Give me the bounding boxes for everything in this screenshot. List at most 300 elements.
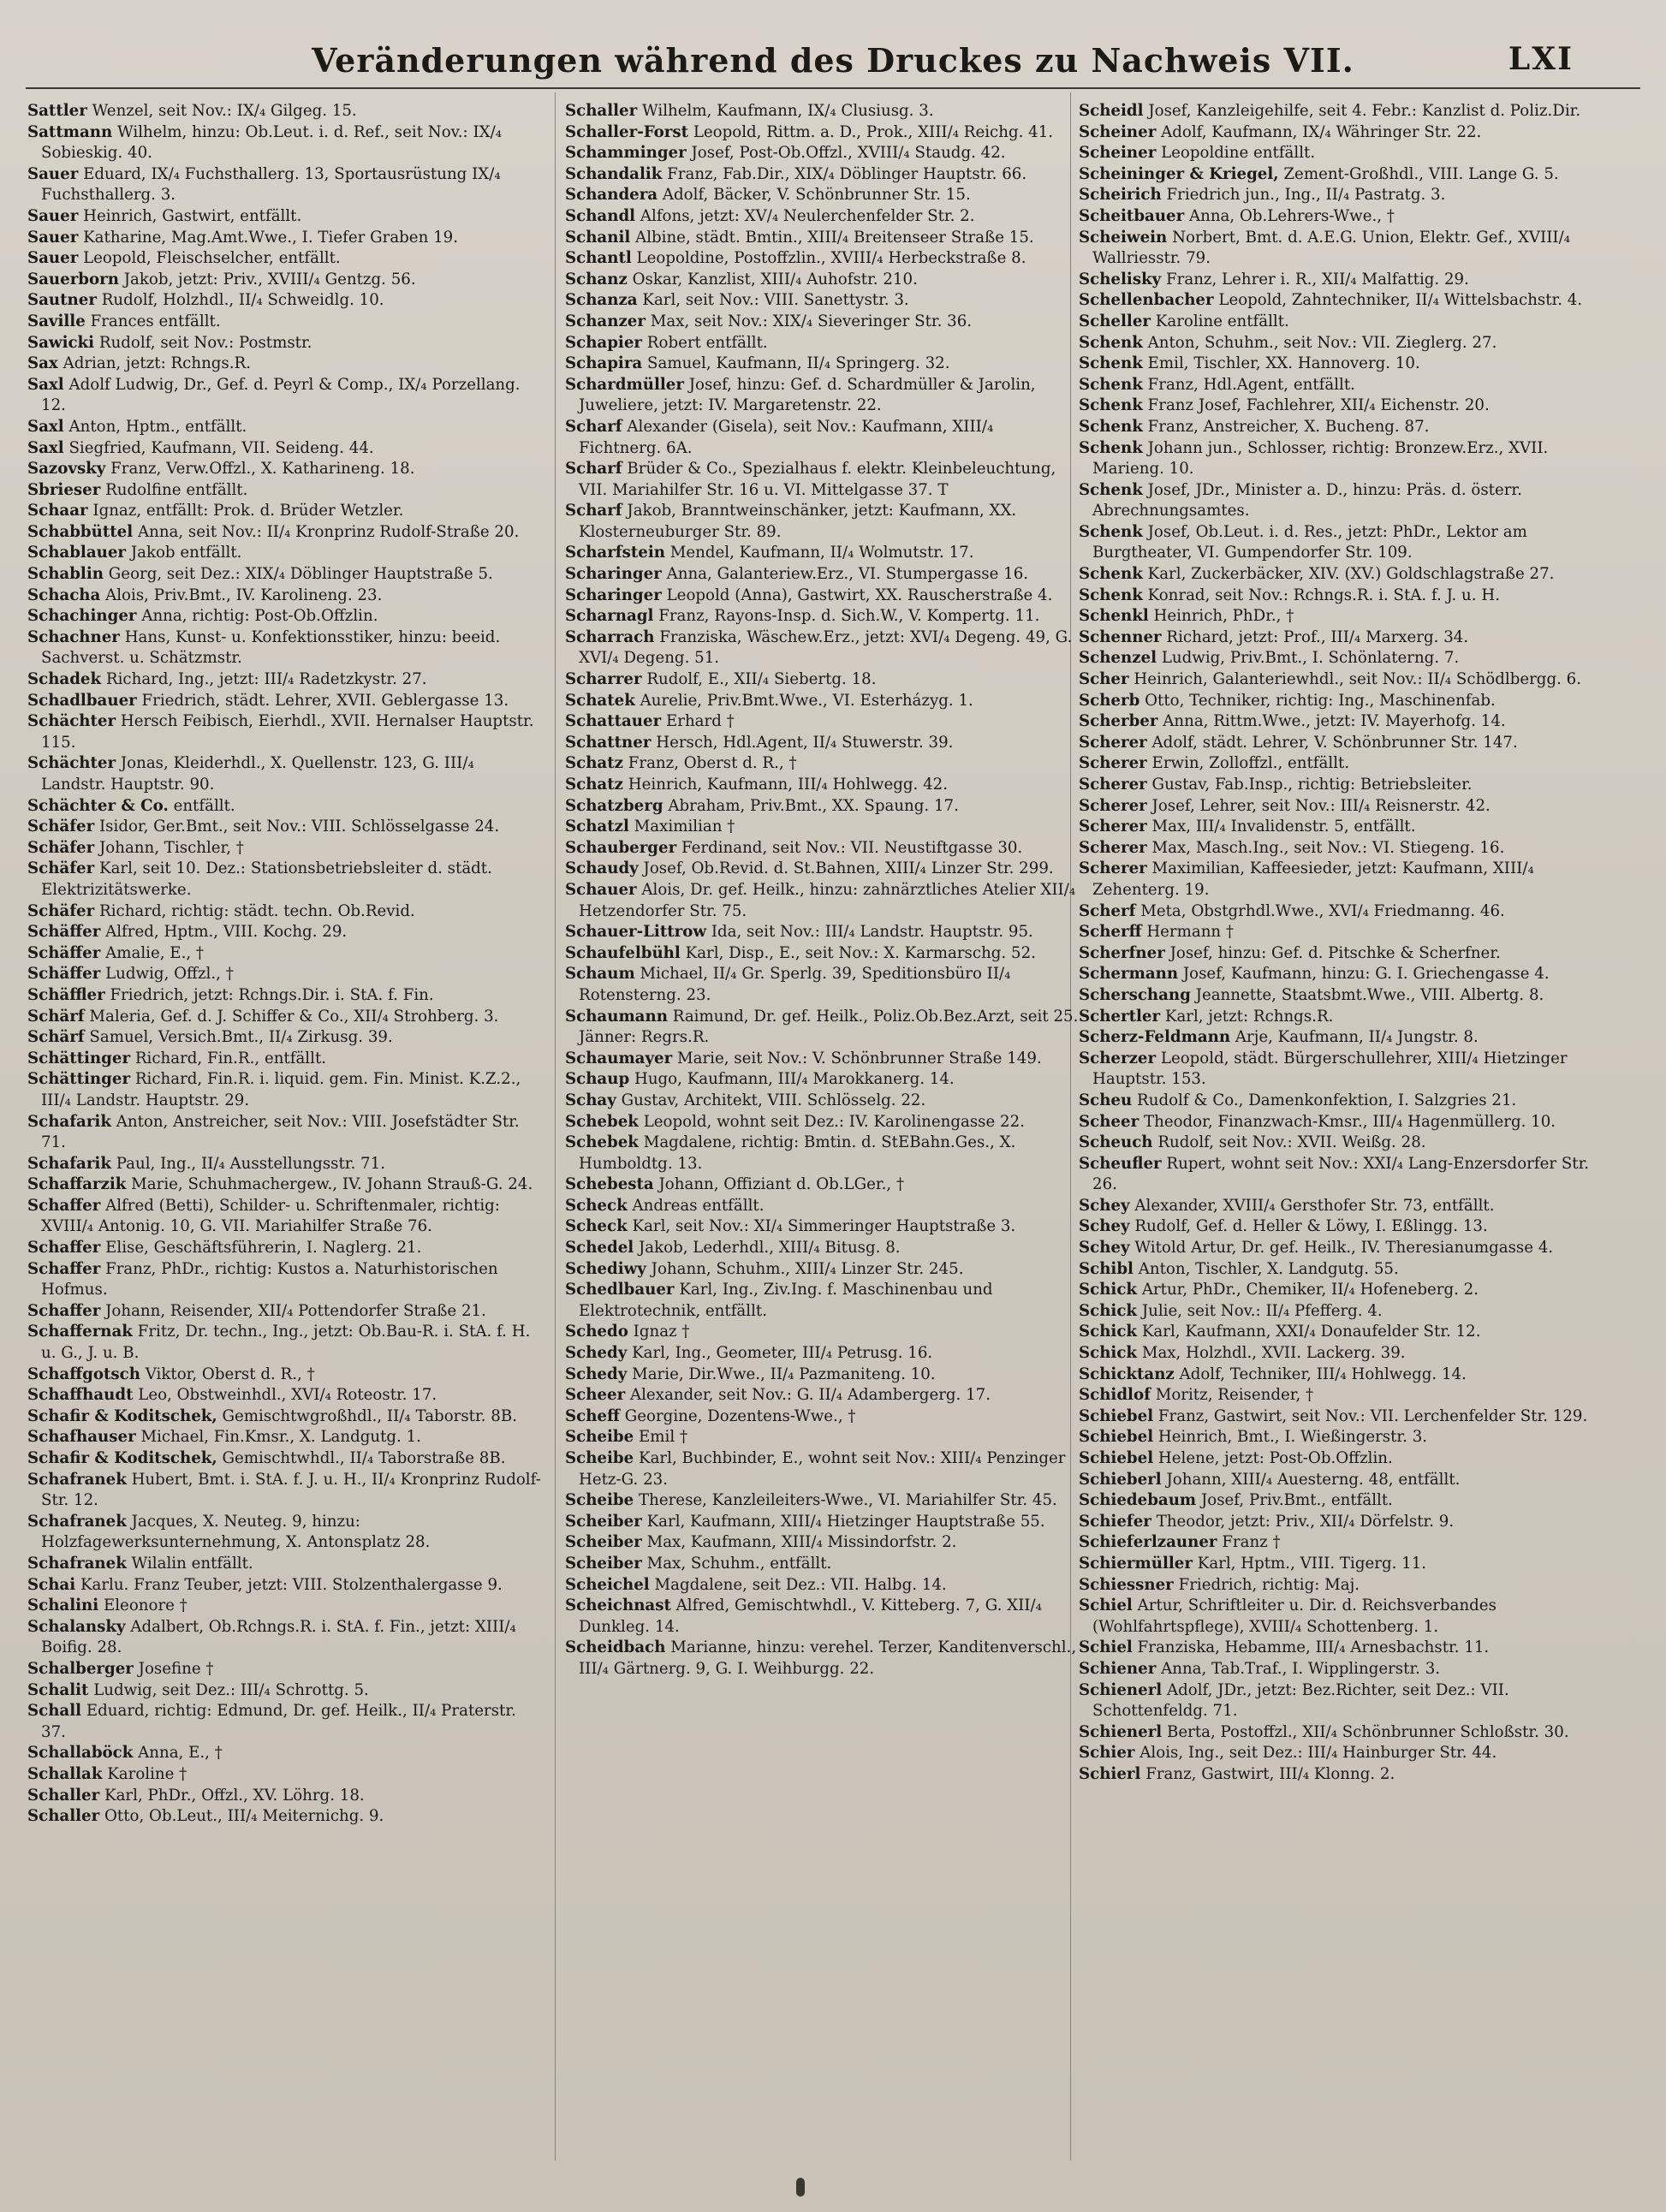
entry-text: Anna, Rittm.Wwe., jetzt: IV. Mayerhofg. 14. xyxy=(1163,712,1506,731)
directory-entry xyxy=(27,480,541,502)
entry-text: Anton, Tischler, X. Landgutg. 55. xyxy=(1138,1259,1399,1278)
directory-entry xyxy=(27,417,541,438)
directory-entry xyxy=(1079,1091,1592,1112)
entry-text: Norbert, Bmt. d. A.E.G. Union, Elektr. Gef., XVIII/₄ Wallriesstr. 79. xyxy=(1092,228,1571,268)
directory-entry xyxy=(565,101,1079,122)
directory-entry xyxy=(1079,1133,1592,1154)
entry-text: Eduard, richtig: Edmund, Dr. gef. Heilk., II/₄ Praterstr. 37. xyxy=(41,1702,516,1741)
entry-name: Schellenbacher xyxy=(1079,291,1214,310)
entry-text: Johann, Schuhm., XIII/₄ Linzer Str. 245. xyxy=(651,1259,964,1278)
entry-text: Friedrich, richtig: Maj. xyxy=(1178,1575,1360,1594)
entry-name: Scher xyxy=(1079,670,1129,689)
entry-name: Schay xyxy=(565,1091,616,1109)
page-title: Veränderungen während des Druckes zu Nachweis VII. xyxy=(312,41,1354,80)
directory-entry xyxy=(1079,1743,1592,1764)
directory-entry xyxy=(565,627,1079,669)
entry-name: Schediwy xyxy=(565,1259,646,1278)
directory-entry xyxy=(1079,564,1592,586)
entry-name: Scheiner xyxy=(1079,144,1157,163)
column-divider-1 xyxy=(555,92,556,2161)
entry-name: Schedo xyxy=(565,1323,628,1341)
entry-name: Schaffarzik xyxy=(27,1175,127,1194)
entry-text: Hugo, Kaufmann, III/₄ Marokkanerg. 14. xyxy=(634,1070,955,1089)
entry-name: Schatz xyxy=(565,754,623,773)
directory-entry xyxy=(565,375,1079,417)
directory-entry xyxy=(27,270,541,291)
directory-entry xyxy=(27,922,541,943)
directory-entry xyxy=(565,1448,1079,1490)
entry-text: Gemischtwhdl., II/₄ Taborstraße 8B. xyxy=(222,1449,506,1467)
entry-name: Schiermüller xyxy=(1079,1554,1193,1573)
entry-text: Karl, seit 10. Dez.: Stationsbetriebsleiter d. städt. Elektrizitätswerke. xyxy=(41,859,492,899)
directory-entry xyxy=(27,228,541,249)
directory-entry xyxy=(1079,1216,1592,1238)
entry-name: Schärf xyxy=(27,1028,85,1047)
entry-text: Adolf, Techniker, III/₄ Hohlwegg. 14. xyxy=(1179,1365,1467,1383)
entry-name: Schey xyxy=(1079,1239,1130,1258)
entry-name: Schaffer xyxy=(27,1196,101,1215)
directory-entry xyxy=(27,122,541,164)
directory-entry xyxy=(27,1617,541,1659)
directory-entry xyxy=(565,459,1079,501)
directory-entry xyxy=(1079,1196,1592,1217)
entry-name: Scheer xyxy=(1079,1112,1139,1131)
entry-text: Hersch, Hdl.Agent, II/₄ Stuwerstr. 39. xyxy=(656,733,954,752)
directory-entry xyxy=(565,669,1079,691)
entry-text: Richard, Fin.R., entfällt. xyxy=(134,1049,327,1067)
directory-entry xyxy=(1079,1575,1592,1597)
entry-name: Schadlbauer xyxy=(27,691,137,710)
directory-entry xyxy=(27,1154,541,1175)
directory-entry xyxy=(1079,838,1592,859)
entry-name: Schapira xyxy=(565,354,643,373)
directory-entry xyxy=(27,838,541,859)
entry-text: Alexander (Gisela), seit Nov.: Kaufmann, XIII/₄ Fichtnerg. 6A. xyxy=(579,417,994,457)
column-2 xyxy=(565,101,1079,1680)
directory-entry xyxy=(27,290,541,312)
entry-name: Scheck xyxy=(565,1217,628,1236)
directory-entry xyxy=(27,1806,541,1828)
entry-name: Scheininger & Kriegel, xyxy=(1079,164,1279,183)
entry-text: Artur, PhDr., Chemiker, II/₄ Hofeneberg. 2. xyxy=(1141,1281,1479,1299)
directory-entry xyxy=(1079,964,1592,985)
directory-entry xyxy=(565,164,1079,186)
directory-entry xyxy=(1079,711,1592,733)
directory-entry xyxy=(565,1069,1079,1091)
entry-name: Schalit xyxy=(27,1680,89,1699)
entry-text: Richard, richtig: städt. techn. Ob.Revid. xyxy=(99,901,415,920)
directory-entry xyxy=(27,1427,541,1448)
directory-entry xyxy=(1079,985,1592,1007)
directory-entry xyxy=(565,1280,1079,1322)
directory-entry xyxy=(565,1365,1079,1386)
entry-name: Schanil xyxy=(565,228,631,247)
entry-text: Johann, Tischler, † xyxy=(99,838,244,857)
directory-entry xyxy=(27,1448,541,1470)
directory-entry xyxy=(1079,1238,1592,1259)
entry-text: Magdalene, richtig: Bmtin. d. StEBahn.Ges., X. Humboldtg. 13. xyxy=(579,1133,1016,1173)
entry-text: Max, Holzhdl., XVII. Lackerg. 39. xyxy=(1141,1344,1406,1363)
entry-text: Marie, seit Nov.: V. Schönbrunner Straße 149. xyxy=(677,1049,1042,1067)
directory-entry xyxy=(27,564,541,586)
directory-entry xyxy=(1079,943,1592,965)
entry-text: Franziska, Wäschew.Erz., jetzt: XVI/₄ Degeng. 49, G. XVI/₄ Degeng. 51. xyxy=(579,627,1073,668)
entry-name: Schenk xyxy=(1079,480,1143,499)
entry-text: Georg, seit Dez.: XIX/₄ Döblinger Hauptstraße 5. xyxy=(108,565,493,584)
entry-text: Maleria, Gef. d. J. Schiffer & Co., XII/₄ Strohberg. 3. xyxy=(89,1007,499,1026)
entry-text: Richard, Ing., jetzt: III/₄ Radetzkystr. 27. xyxy=(105,670,427,689)
directory-entry xyxy=(1079,438,1592,480)
directory-entry xyxy=(1079,1448,1592,1470)
entry-text: Heinrich, Bmt., I. Wießingerstr. 3. xyxy=(1157,1428,1428,1447)
entry-name: Scharf xyxy=(565,460,622,479)
entry-text: Alois, Ing., seit Dez.: III/₄ Hainburger Str. 44. xyxy=(1139,1744,1497,1763)
directory-entry xyxy=(27,901,541,923)
entry-name: Scherer xyxy=(1079,733,1147,752)
entry-text: Alfons, jetzt: XV/₄ Neulerchenfelder Str. 2. xyxy=(640,206,975,225)
entry-text: Rupert, wohnt seit Nov.: XXI/₄ Lang-Enzersdorfer Str. 26. xyxy=(1092,1154,1590,1194)
entry-name: Scheck xyxy=(565,1196,628,1215)
entry-name: Scharinger xyxy=(565,586,662,604)
directory-entry xyxy=(565,1196,1079,1217)
entry-name: Schey xyxy=(1079,1196,1130,1215)
directory-entry xyxy=(565,1322,1079,1343)
directory-entry xyxy=(565,1575,1079,1597)
entry-text: Heinrich, Galanteriewhdl., seit Nov.: II/₄ Schödlbergg. 6. xyxy=(1133,670,1582,689)
entry-text: Adolf, Bäcker, V. Schönbrunner Str. 15. xyxy=(662,186,971,205)
entry-name: Scheibe xyxy=(565,1428,634,1447)
entry-text: Maximilian, Kaffeesieder, jetzt: Kaufmann, XIII/₄ Zehenterg. 19. xyxy=(1092,859,1534,899)
entry-name: Schäfer xyxy=(27,859,95,878)
entry-text: Alois, Dr. gef. Heilk., hinzu: zahnärztliches Atelier XII/₄ Hetzendorfer Str. 75. xyxy=(579,880,1076,920)
entry-name: Schedy xyxy=(565,1344,628,1363)
entry-text: Ida, seit Nov.: III/₄ Landstr. Hauptstr. 95. xyxy=(711,923,1033,942)
entry-name: Scheiwein xyxy=(1079,228,1168,247)
entry-text: Hermann † xyxy=(1146,923,1235,942)
entry-name: Schablin xyxy=(27,565,104,584)
entry-text: Raimund, Dr. gef. Heilk., Poliz.Ob.Bez.Arzt, seit 25. Jänner: Regrs.R. xyxy=(579,1007,1079,1047)
entry-name: Schafir & Koditschek, xyxy=(27,1406,217,1425)
entry-name: Schablauer xyxy=(27,544,127,562)
directory-entry xyxy=(565,122,1079,144)
entry-name: Schanz xyxy=(565,270,628,288)
entry-name: Scheiber xyxy=(565,1554,642,1573)
directory-entry xyxy=(1079,1027,1592,1049)
entry-text: Meta, Obstgrhdl.Wwe., XVI/₄ Friedmanng. 46. xyxy=(1140,901,1505,920)
directory-entry xyxy=(27,817,541,838)
entry-text: Anna, seit Nov.: II/₄ Kronprinz Rudolf-Straße 20. xyxy=(137,522,520,541)
entry-name: Scherschang xyxy=(1079,985,1191,1004)
entry-name: Schick xyxy=(1079,1344,1138,1363)
directory-entry xyxy=(1079,1049,1592,1091)
directory-entry xyxy=(1079,1112,1592,1133)
entry-name: Schauer xyxy=(565,880,637,899)
entry-name: Sazovsky xyxy=(27,460,106,479)
entry-name: Schibl xyxy=(1079,1259,1133,1278)
directory-entry xyxy=(27,1112,541,1154)
entry-name: Sawicki xyxy=(27,333,95,352)
directory-entry xyxy=(1079,1764,1592,1786)
entry-name: Schienerl xyxy=(1079,1680,1163,1699)
entry-text: Leopold, Zahntechniker, II/₄ Wittelsbachstr. 4. xyxy=(1218,291,1583,310)
directory-entry xyxy=(1079,1406,1592,1428)
entry-text: Erwin, Zolloffzl., entfällt. xyxy=(1151,754,1350,773)
directory-entry xyxy=(27,248,541,270)
entry-name: Scheiber xyxy=(565,1533,642,1552)
entry-name: Scheer xyxy=(565,1386,626,1405)
entry-text: Wilhelm, Kaufmann, IX/₄ Clusiusg. 3. xyxy=(642,102,934,120)
entry-name: Schäfer xyxy=(27,818,95,836)
entry-text: Hubert, Bmt. i. StA. f. J. u. H., II/₄ Kronprinz Rudolf-Str. 12. xyxy=(41,1470,541,1510)
entry-text: Konrad, seit Nov.: Rchngs.R. i. StA. f. J. u. H. xyxy=(1147,586,1500,604)
directory-entry xyxy=(27,1069,541,1111)
entry-text: Ludwig, seit Dez.: III/₄ Schrottg. 5. xyxy=(93,1680,369,1699)
directory-entry xyxy=(1079,290,1592,312)
entry-text: Jeannette, Staatsbmt.Wwe., VIII. Albertg. 8. xyxy=(1195,985,1544,1004)
entry-text: Brüder & Co., Spezialhaus f. elektr. Kleinbeleuchtung, VII. Mariahilfer Str. 16 u. VI. Mittelgasse 37. T xyxy=(579,460,1056,499)
entry-text: Max, Masch.Ing., seit Nov.: VI. Stiegeng. 16. xyxy=(1151,838,1505,857)
entry-text: Mendel, Kaufmann, II/₄ Wolmutstr. 17. xyxy=(669,544,974,562)
entry-text: Leopold, Fleischselcher, entfällt. xyxy=(83,249,341,268)
directory-entry xyxy=(1079,164,1592,186)
directory-entry xyxy=(27,985,541,1007)
directory-entry xyxy=(27,1786,541,1807)
entry-text: Adrian, jetzt: Rchngs.R. xyxy=(62,354,252,373)
entry-name: Scharf xyxy=(565,417,622,436)
entry-text: Jonas, Kleiderhdl., X. Quellenstr. 123, G. III/₄ Landstr. Hauptstr. 90. xyxy=(41,754,474,794)
directory-entry xyxy=(565,1007,1079,1049)
entry-text: Alfred (Betti), Schilder- u. Schriftenmaler, richtig: XVIII/₄ Antonig. 10, G. VII. Mariahilfer Straße 76. xyxy=(41,1196,500,1236)
entry-text: Anna, richtig: Post-Ob.Offzlin. xyxy=(141,607,378,626)
entry-name: Schenk xyxy=(1079,396,1143,415)
entry-name: Schättinger xyxy=(27,1070,131,1089)
entry-text: Karl, Hptm., VIII. Tigerg. 11. xyxy=(1197,1554,1427,1573)
entry-text: Georgine, Dozentens-Wwe., † xyxy=(624,1406,856,1425)
directory-entry xyxy=(1079,270,1592,291)
directory-entry xyxy=(1079,1154,1592,1196)
entry-text: Samuel, Versich.Bmt., II/₄ Zirkusg. 39. xyxy=(89,1028,393,1047)
entry-name: Scherer xyxy=(1079,838,1147,857)
entry-name: Sauer xyxy=(27,164,79,183)
entry-text: Jacques, X. Neuteg. 9, hinzu: Holzfagewerksunternehmung, X. Antonsplatz 28. xyxy=(41,1512,431,1552)
entry-name: Schaller xyxy=(565,102,638,120)
entry-text: Moritz, Reisender, † xyxy=(1155,1386,1314,1405)
entry-text: entfällt. xyxy=(173,796,235,815)
entry-name: Schafhauser xyxy=(27,1428,136,1447)
directory-entry xyxy=(1079,606,1592,627)
entry-name: Scheiber xyxy=(565,1512,642,1531)
directory-entry xyxy=(1079,1470,1592,1491)
directory-entry xyxy=(1079,1659,1592,1680)
entry-name: Sax xyxy=(27,354,58,373)
page-header xyxy=(0,41,1666,92)
entry-text: Josef, Post-Ob.Offzl., XVIII/₄ Staudg. 42. xyxy=(691,144,1006,163)
entry-text: Michael, II/₄ Gr. Sperlg. 39, Speditionsbüro II/₄ Rotensterng. 23. xyxy=(579,965,1011,1004)
entry-text: Leo, Obstweinhdl., XVI/₄ Roteostr. 17. xyxy=(138,1386,437,1405)
entry-name: Schäffer xyxy=(27,965,101,984)
entry-name: Sautner xyxy=(27,291,97,310)
directory-entry xyxy=(27,333,541,354)
entry-name: Schaffer xyxy=(27,1301,101,1320)
entry-text: Jakob, Branntweinschänker, jetzt: Kaufmann, XX. Klosterneuburger Str. 89. xyxy=(579,502,1017,541)
entry-name: Sattler xyxy=(27,102,87,120)
directory-entry xyxy=(565,206,1079,228)
entry-text: Isidor, Ger.Bmt., seit Nov.: VIII. Schlösselgasse 24. xyxy=(99,818,500,836)
directory-entry xyxy=(565,964,1079,1006)
entry-text: Adolf, städt. Lehrer, V. Schönbrunner Str. 147. xyxy=(1151,733,1518,752)
directory-entry xyxy=(27,1680,541,1702)
entry-text: Anna, Ob.Lehrers-Wwe., † xyxy=(1189,206,1395,225)
directory-entry xyxy=(565,1427,1079,1448)
entry-name: Schall xyxy=(27,1702,82,1721)
entry-name: Scheichnast xyxy=(565,1597,671,1615)
entry-name: Scherer xyxy=(1079,818,1147,836)
entry-name: Schaffer xyxy=(27,1239,101,1258)
entry-name: Schafarik xyxy=(27,1154,111,1173)
entry-name: Schaum xyxy=(565,965,635,984)
entry-text: Wenzel, seit Nov.: IX/₄ Gilgeg. 15. xyxy=(92,102,357,120)
entry-name: Schallaböck xyxy=(27,1744,134,1763)
directory-entry xyxy=(1079,312,1592,333)
entry-name: Schauer-Littrow xyxy=(565,923,707,942)
entry-name: Scherer xyxy=(1079,796,1147,815)
entry-name: Scherer xyxy=(1079,754,1147,773)
directory-entry xyxy=(565,248,1079,270)
directory-entry xyxy=(1079,228,1592,270)
entry-name: Scherer xyxy=(1079,859,1147,878)
entry-text: Rudolf, seit Nov.: XVII. Weißg. 28. xyxy=(1157,1133,1426,1152)
entry-text: Alexander, XVIII/₄ Gersthofer Str. 73, entfällt. xyxy=(1134,1196,1495,1215)
directory-entry xyxy=(1079,627,1592,649)
directory-entry xyxy=(27,753,541,795)
entry-text: Leopoldine entfällt. xyxy=(1161,144,1316,163)
entry-name: Schatek xyxy=(565,691,635,710)
entry-name: Schatzl xyxy=(565,818,629,836)
entry-text: Maximilian † xyxy=(634,818,735,836)
entry-text: Jakob entfällt. xyxy=(130,544,242,562)
entry-text: Leopoldine, Postoffzlin., XVIII/₄ Herbeckstraße 8. xyxy=(636,249,1026,268)
entry-text: Franz, Hdl.Agent, entfällt. xyxy=(1147,375,1355,394)
entry-name: Schedel xyxy=(565,1239,634,1258)
entry-name: Scheiner xyxy=(1079,122,1157,141)
entry-text: Karl, PhDr., Offzl., XV. Löhrg. 18. xyxy=(104,1786,365,1805)
directory-entry xyxy=(27,1701,541,1743)
entry-text: Otto, Techniker, richtig: Ing., Maschinenfab. xyxy=(1145,691,1496,710)
entry-name: Scheirich xyxy=(1079,186,1162,205)
entry-text: Paul, Ing., II/₄ Ausstellungsstr. 71. xyxy=(116,1154,385,1173)
directory-entry xyxy=(1079,1322,1592,1343)
entry-name: Schenk xyxy=(1079,417,1143,436)
directory-entry xyxy=(1079,101,1592,122)
entry-name: Schiel xyxy=(1079,1638,1133,1657)
directory-entry xyxy=(565,1091,1079,1112)
entry-text: Anna, Galanteriew.Erz., VI. Stumpergasse 16. xyxy=(666,565,1029,584)
directory-entry xyxy=(565,1638,1079,1680)
directory-entry xyxy=(1079,796,1592,818)
entry-name: Scherf xyxy=(1079,901,1136,920)
directory-entry xyxy=(27,627,541,669)
entry-text: Katharine, Mag.Amt.Wwe., I. Tiefer Graben 19. xyxy=(83,228,458,247)
directory-entry xyxy=(27,375,541,417)
entry-name: Schick xyxy=(1079,1323,1138,1341)
entry-name: Scherfner xyxy=(1079,943,1165,962)
directory-entry xyxy=(27,1743,541,1764)
entry-name: Sauer xyxy=(27,249,79,268)
entry-text: Karl, Disp., E., seit Nov.: X. Karmarschg. 52. xyxy=(685,943,1036,962)
entry-name: Schertler xyxy=(1079,1007,1161,1026)
directory-entry xyxy=(27,438,541,460)
directory-entry xyxy=(565,501,1079,543)
entry-name: Schaffhaudt xyxy=(27,1386,134,1405)
entry-text: Heinrich, Kaufmann, III/₄ Hohlwegg. 42. xyxy=(628,776,949,794)
entry-name: Scherz-Feldmann xyxy=(1079,1028,1231,1047)
directory-entry xyxy=(565,312,1079,333)
entry-text: Karl, Kaufmann, XXI/₄ Donaufelder Str. 12. xyxy=(1141,1323,1481,1341)
directory-entry xyxy=(1079,1343,1592,1365)
directory-entry xyxy=(1079,922,1592,943)
entry-name: Schedlbauer xyxy=(565,1281,675,1299)
directory-entry xyxy=(565,817,1079,838)
entry-text: Aurelie, Priv.Bmt.Wwe., VI. Esterházyg. 1. xyxy=(640,691,973,710)
entry-text: Julie, seit Nov.: II/₄ Pfefferg. 4. xyxy=(1141,1301,1383,1320)
entry-name: Scheitbauer xyxy=(1079,206,1185,225)
entry-name: Schenzel xyxy=(1079,649,1157,668)
entry-name: Saxl xyxy=(27,417,64,436)
entry-name: Scherb xyxy=(1079,691,1140,710)
entry-name: Schick xyxy=(1079,1281,1138,1299)
entry-text: Friedrich, städt. Lehrer, XVII. Geblergasse 13. xyxy=(141,691,509,710)
directory-entry xyxy=(27,1049,541,1070)
directory-entry xyxy=(27,691,541,712)
directory-entry xyxy=(27,1238,541,1259)
directory-entry xyxy=(565,333,1079,354)
entry-name: Schauberger xyxy=(565,838,677,857)
entry-text: Rudolfine entfällt. xyxy=(105,480,248,499)
directory-entry xyxy=(27,1764,541,1786)
directory-entry xyxy=(565,1532,1079,1554)
entry-name: Schafranek xyxy=(27,1512,127,1531)
directory-entry xyxy=(565,354,1079,375)
directory-entry xyxy=(27,312,541,333)
directory-entry xyxy=(1079,1554,1592,1575)
entry-name: Schiel xyxy=(1079,1597,1133,1615)
entry-text: Karl, seit Nov.: VIII. Sanettystr. 3. xyxy=(642,291,909,310)
entry-text: Andreas entfällt. xyxy=(632,1196,765,1215)
directory-entry xyxy=(1079,1512,1592,1533)
entry-text: Franz, Anstreicher, X. Bucheng. 87. xyxy=(1147,417,1430,436)
entry-name: Schättinger xyxy=(27,1049,131,1067)
entry-name: Schier xyxy=(1079,1744,1135,1763)
entry-name: Scharinger xyxy=(565,565,662,584)
entry-text: Marie, Dir.Wwe., II/₄ Pazmaniteng. 10. xyxy=(632,1365,936,1383)
directory-entry xyxy=(27,669,541,691)
entry-name: Schadek xyxy=(27,670,102,689)
entry-text: Therese, Kanzleileiters-Wwe., VI. Mariahilfer Str. 45. xyxy=(639,1491,1057,1510)
directory-entry xyxy=(27,501,541,522)
directory-entry xyxy=(27,1596,541,1617)
entry-name: Scheidl xyxy=(1079,102,1144,120)
entry-name: Saxl xyxy=(27,438,64,457)
entry-text: Rudolf & Co., Damenkonfektion, I. Salzgries 21. xyxy=(1137,1091,1517,1109)
entry-text: Alfred, Hptm., VIII. Kochg. 29. xyxy=(105,923,348,942)
entry-name: Schebesta xyxy=(565,1175,654,1194)
entry-name: Schienerl xyxy=(1079,1722,1163,1741)
entry-text: Friedrich, jetzt: Rchngs.Dir. i. StA. f. Fin. xyxy=(110,985,434,1004)
directory-entry xyxy=(565,1406,1079,1428)
entry-text: Berta, Postoffzl., XII/₄ Schönbrunner Schloßstr. 30. xyxy=(1167,1722,1569,1741)
directory-entry xyxy=(1079,1385,1592,1406)
entry-text: Hans, Kunst- u. Konfektionsstiker, hinzu: beeid. Sachverst. u. Schätzmstr. xyxy=(41,627,501,668)
